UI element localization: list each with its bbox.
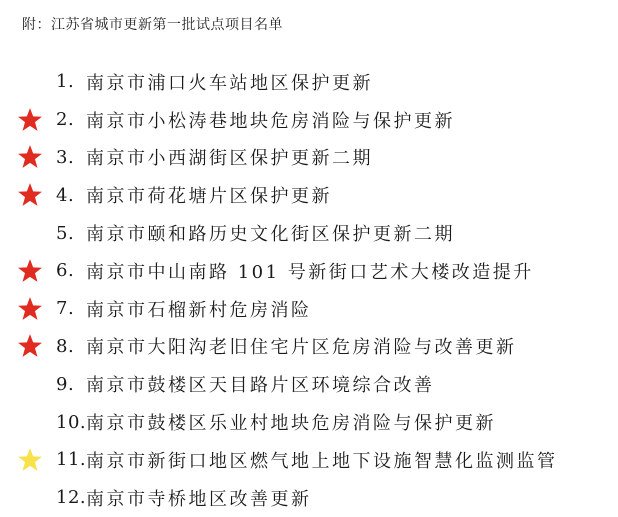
- item-text: 南京市浦口火车站地区保护更新: [86, 72, 373, 94]
- red-star-icon: [17, 258, 43, 284]
- item-text: 南京市颐和路历史文化街区保护更新二期: [86, 224, 455, 246]
- red-star-icon: [17, 107, 43, 133]
- red-star-icon: [17, 296, 43, 322]
- item-number: 9.: [56, 373, 75, 395]
- item-number: 8.: [56, 335, 75, 357]
- red-star-icon: [17, 182, 43, 208]
- item-number: 11.: [56, 449, 87, 471]
- item-text: 南京市新街口地区燃气地上地下设施智慧化监测监管: [86, 450, 558, 472]
- pilot-project-list: [0, 63, 618, 517]
- item-number: 3.: [56, 146, 75, 168]
- list-item: [0, 403, 618, 441]
- no-marker: [17, 69, 43, 95]
- red-star-icon: [17, 144, 43, 170]
- item-number: 10.: [56, 411, 87, 433]
- item-number: 5.: [56, 222, 75, 244]
- item-text: 南京市鼓楼区天目路片区环境综合改善: [86, 375, 435, 397]
- list-item: [0, 176, 618, 214]
- yellow-star-icon: [17, 447, 43, 473]
- list-item: [0, 139, 618, 177]
- item-text: 南京市中山南路 101 号新街口艺术大楼改造提升: [86, 261, 534, 283]
- no-marker: [17, 371, 43, 397]
- no-marker: [17, 409, 43, 435]
- no-marker: [17, 220, 43, 246]
- item-text: 南京市寺桥地区改善更新: [86, 488, 312, 510]
- item-text: 南京市鼓楼区乐业村地块危房消险与保护更新: [86, 413, 496, 435]
- document-caption: 附：江苏省城市更新第一批试点项目名单: [22, 17, 283, 33]
- item-number: 1.: [56, 71, 75, 93]
- item-text: 南京市石榴新村危房消险: [86, 299, 312, 321]
- item-number: 2.: [56, 109, 75, 131]
- red-star-icon: [17, 333, 43, 359]
- item-number: 6.: [56, 260, 75, 282]
- item-number: 7.: [56, 298, 75, 320]
- item-number: 4.: [56, 184, 75, 206]
- list-item: [0, 63, 618, 101]
- list-item: [0, 441, 618, 479]
- item-text: 南京市荷花塘片区保护更新: [86, 186, 332, 208]
- no-marker: [17, 485, 43, 511]
- item-number: 12.: [56, 487, 87, 509]
- item-text: 南京市小松涛巷地块危房消险与保护更新: [86, 110, 455, 132]
- list-item: [0, 290, 618, 328]
- list-item: [0, 214, 618, 252]
- item-text: 南京市小西湖街区保护更新二期: [86, 148, 373, 170]
- list-item: [0, 328, 618, 366]
- list-item: [0, 252, 618, 290]
- list-item: [0, 365, 618, 403]
- list-item: [0, 101, 618, 139]
- item-text: 南京市大阳沟老旧住宅片区危房消险与改善更新: [86, 337, 517, 359]
